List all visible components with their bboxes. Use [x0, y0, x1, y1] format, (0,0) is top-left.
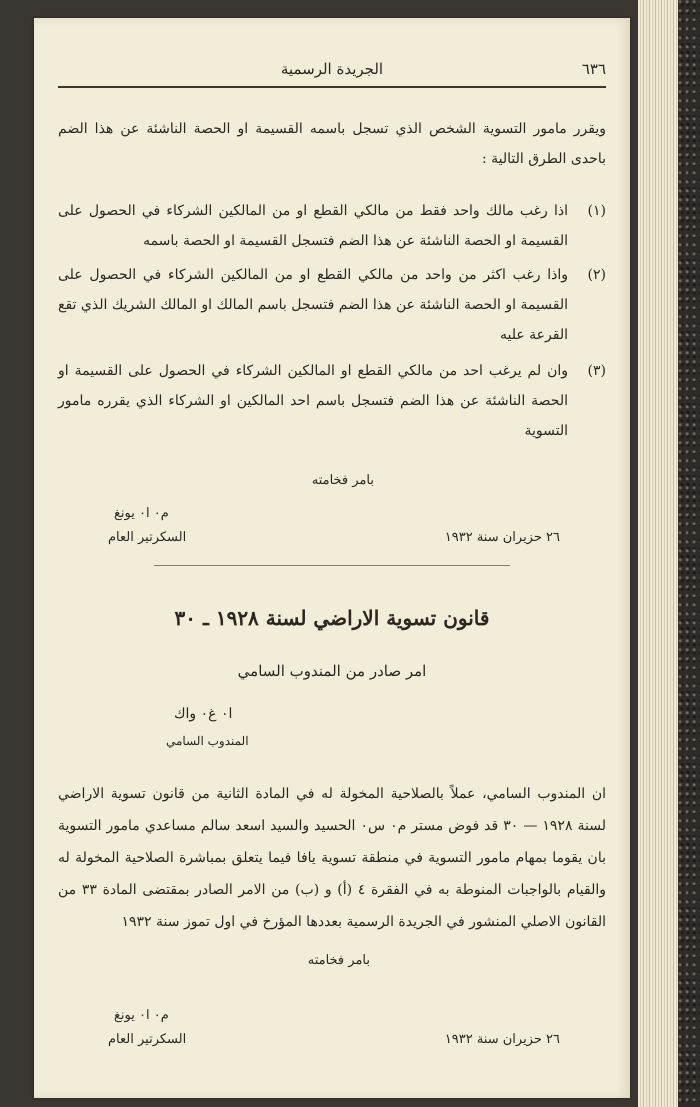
clause-number: (٣) — [587, 363, 606, 379]
clause-text: واذا رغب اكثر من واحد من مالكي القطع او من المالكين الشركاء في الحصول على القسيمة او الحصة الناشئة عن هذا الضم فتسجل باسم المالك او المالك الشريك الذي تقع القرعة عليه — [58, 267, 568, 343]
clause-1 — [58, 196, 606, 256]
by-order-line: بامر فخامته — [311, 473, 374, 488]
book-cover-edge — [678, 0, 700, 1107]
by-order-line: بامر فخامته — [307, 953, 370, 968]
gazette-title: الجريدة الرسمية — [280, 60, 384, 78]
page-number: ٦٣٦ — [581, 60, 606, 78]
clause-number: (١) — [587, 203, 606, 219]
high-commissioner-title: المندوب السامي — [166, 734, 249, 748]
high-commissioner-initials: ا٠ غ٠ واك — [174, 706, 233, 722]
gazette-page — [34, 18, 630, 1098]
intro-paragraph: ويقرر مامور التسوية الشخص الذي تسجل باسمه القسيمة او الحصة الناشئة عن هذا الضم باحدى الطرق التالية : — [58, 121, 606, 167]
section-separator — [154, 565, 510, 566]
notice-date: ٢٦ حزيران سنة ١٩٣٢ — [444, 1032, 560, 1047]
clause-2 — [58, 260, 606, 350]
header-rule — [58, 86, 606, 88]
signatory-title: السكرتير العام — [108, 530, 187, 545]
notice-date: ٢٦ حزيران سنة ١٩٣٢ — [444, 530, 560, 545]
signatory-name: م٠ ا٠ يونغ — [114, 506, 169, 521]
clause-text: اذا رغب مالك واحد فقط من مالكي القطع او من المالكين الشركاء في الحصول على القسيمة او الحصة الناشئة عن هذا الضم فتسجل القسيمة او الحصة باسمه — [58, 203, 568, 249]
law-title: قانون تسوية الاراضي لسنة ١٩٢٨ ـ ٣٠ — [174, 606, 490, 630]
clause-number: (٢) — [587, 267, 606, 283]
signatory-name: م٠ ا٠ يونغ — [114, 1008, 169, 1023]
clause-3 — [58, 356, 606, 446]
clause-text: وان لم يرغب احد من مالكي القطع او المالكين الشركاء في الحصول على القسيمة او الحصة الناشئة عن هذا الضم فتسجل باسم احد المالكين او الشركاء الذي يقرره مامور التسوية — [58, 363, 568, 439]
order-body: ان المندوب السامي، عملاً بالصلاحية المخولة له في المادة الثانية من قانون تسوية الاراضي لسنة ١٩٢٨ — ٣٠ قد فوض مستر م٠ س٠ الحسيد والسيد اسعد سالم مساعدي مامور التسوية بان يقوما بمهام مامور التسوية في منطقة تسوية يافا فيما يتعلق بمباشرة الصلاحية المخولة له والقيام بالواجبات المنوطة به في الفقرة ٤ (أ) و (ب) من الامر الصادر بمقتضى المادة ٣٣ من القانون الاصلي المنشور في الجريدة الرسمية بعددها المؤرخ في اول تموز سنة ١٩٣٢ — [58, 786, 607, 930]
law-subtitle: امر صادر من المندوب السامي — [237, 662, 427, 680]
signatory-title: السكرتير العام — [108, 1032, 187, 1047]
